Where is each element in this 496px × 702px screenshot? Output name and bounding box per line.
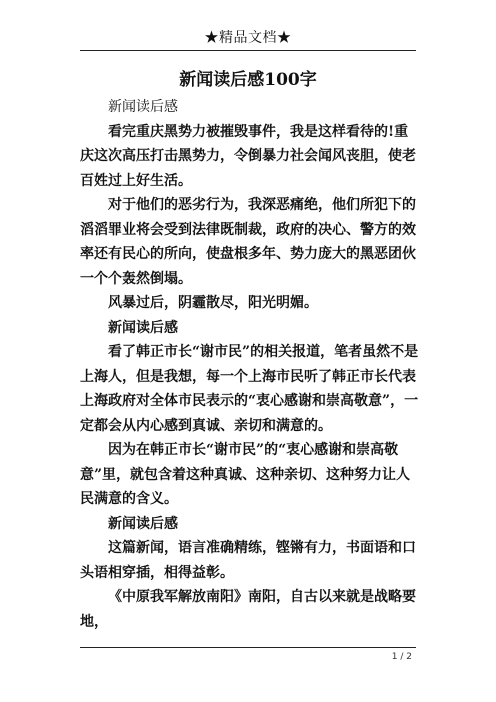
section-heading: 新闻读后感 — [108, 515, 178, 532]
header-divider — [80, 50, 416, 51]
paragraph: 对于他们的恶劣行为，我深恶痛绝，他们所犯下的滔滔罪业将会受到法律既制裁，政府的决心、警方的效率还有民心的所向，使盘根多年、势力庞大的黑恶团伙一个个轰然倒塌。 — [80, 197, 416, 287]
paragraph: 因为在韩正市长“谢市民”的“衷心感谢和崇高敬意”里，就包含着这种真诚、这种亲切、这种努力让人民满意的含义。 — [80, 442, 411, 507]
paragraph: 《中原我军解放南阳》南阳，自古以来就是战略要地， — [80, 589, 416, 630]
document-title: 新闻读后感100字 — [179, 70, 317, 90]
paragraph: 看了韩正市长“谢市民”的相关报道，笔者虽然不是上海人，但是我想，每一个上海市民听了韩正市长代表上海政府对全体市民表示的“衷心感谢和崇高敬意”，一定都会从内心感到真诚、亲切和满意的。 — [80, 344, 419, 434]
section-heading: 新闻读后感 — [108, 99, 178, 115]
page-header: ★精品文档★ — [204, 30, 292, 46]
paragraph: 这篇新闻，语言准确精练，铿锵有力，书面语和口头语相穿插，相得益彰。 — [80, 540, 416, 581]
paragraph: 风暴过后，阴霾散尽，阳光明媚。 — [108, 295, 318, 311]
page-number: 1 / 2 — [391, 652, 412, 662]
section-heading: 新闻读后感 — [108, 319, 178, 336]
paragraph: 看完重庆黑势力被摧毁事件，我是这样看待的!重庆这次高压打击黑势力，令倒暴力社会闻风丧胆，使老百姓过上好生活。 — [80, 123, 416, 189]
footer-divider — [80, 647, 416, 648]
document-body — [80, 95, 422, 634]
